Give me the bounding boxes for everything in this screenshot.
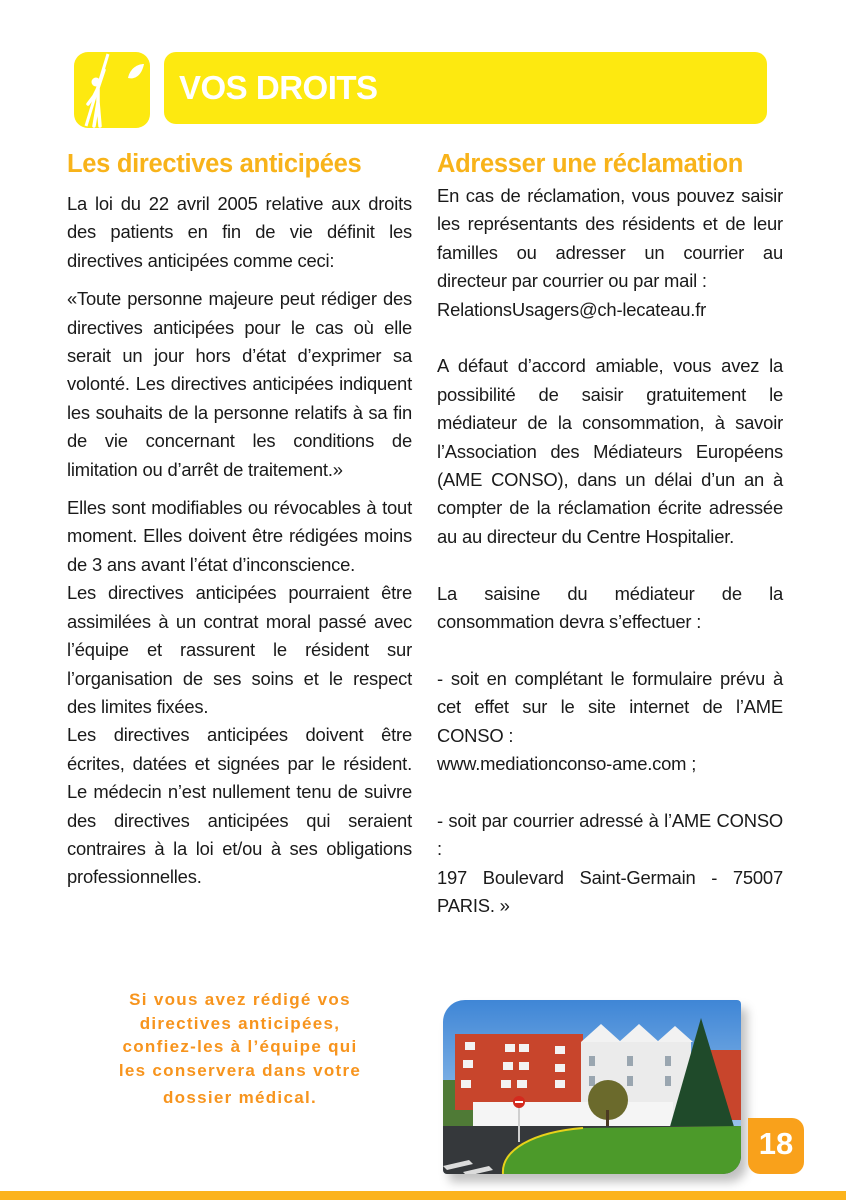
section-header-bar [164,52,767,124]
callout-line: directives anticipées, [139,1013,341,1033]
law-intro-paragraph: La loi du 22 avril 2005 relative aux droits des patients en fin de vie définit les directives anticipées comme ceci: [67,193,412,271]
callout-line: les conservera dans votre [118,1060,362,1080]
callout-line: confiez-les à l’équipe qui [122,1037,358,1056]
postal-address: 197 Boulevard Saint-Germain - 75007 PARIS. » [437,866,783,917]
callout-line: dossier médical. [162,1088,318,1107]
page-number: 18 [758,1126,794,1161]
postal-option: - soit par courrier adressé à l’AME CONSO : [437,809,783,860]
online-form-option: - soit en complétant le formulaire prévu à cet effet sur le site internet de l’AME CONSO : [437,667,783,746]
advice-callout [80,988,400,1110]
hospital-building-photo [443,1000,741,1174]
complaint-intro-paragraph: En cas de réclamation, vous pouvez saisir les représentants des résidents et de leur familles ou adresser un courrier au directeur par courrier ou par mail : [437,185,783,292]
law-quote-paragraph: «Toute personne majeure peut rédiger des directives anticipées pour le cas où elle serait un jour hors d’état d’exprimer sa volonté. Les directives anticipées indiquent les souhaits de la personne relatifs à sa fin de vie concernant les conditions de limitation ou d’arrêt de traitement.» [67,288,412,480]
mediation-paragraph: A défaut d’accord amiable, vous avez la possibilité de saisir gratuitement le médiateur de la consommation, à savoir l’Association des Médiateurs Européens (AME CONSO), dans un délai d’un an à compter de la réclamation écrite adressée au au directeur du Centre Hospitalier. [437,355,783,547]
page-section-title: VOS DROITS [179,69,378,106]
saisine-paragraph: La saisine du médiateur de la consommation devra s’effectuer : [437,582,783,633]
contact-email-link[interactable]: RelationsUsagers@ch-lecateau.fr [437,298,707,320]
page-number-badge [748,1118,804,1174]
callout-line: Si vous avez rédigé vos [129,990,351,1009]
footer-band [0,1191,846,1200]
mediation-website-link[interactable]: www.mediationconso-ame.com ; [437,753,697,775]
modifiable-paragraph: Elles sont modifiables ou révocables à tout moment. Elles doivent être rédigées moins de 3 ans avant l’état d’inconscience. [67,497,412,575]
advance-directives-heading: Les directives anticipées [67,150,362,178]
advance-directives-column [67,148,412,892]
person-reaching-leaf-icon [74,52,150,128]
complaint-column [437,148,783,921]
complaint-heading: Adresser une réclamation [437,150,744,178]
logo-tile [74,52,150,128]
moral-contract-paragraph: Les directives anticipées pourraient être assimilées à un contrat moral passé avec l’équipe et rassurent le résident sur l’organisation de ses soins et le respect des limites fixées. [67,582,412,717]
written-signed-paragraph: Les directives anticipées doivent être écrites, datées et signées par le résident. Le médecin n’est nullement tenu de suivre des directives anticipées qui seraient contraires à la loi et/ou à ses obligations professionnelles. [67,724,412,888]
